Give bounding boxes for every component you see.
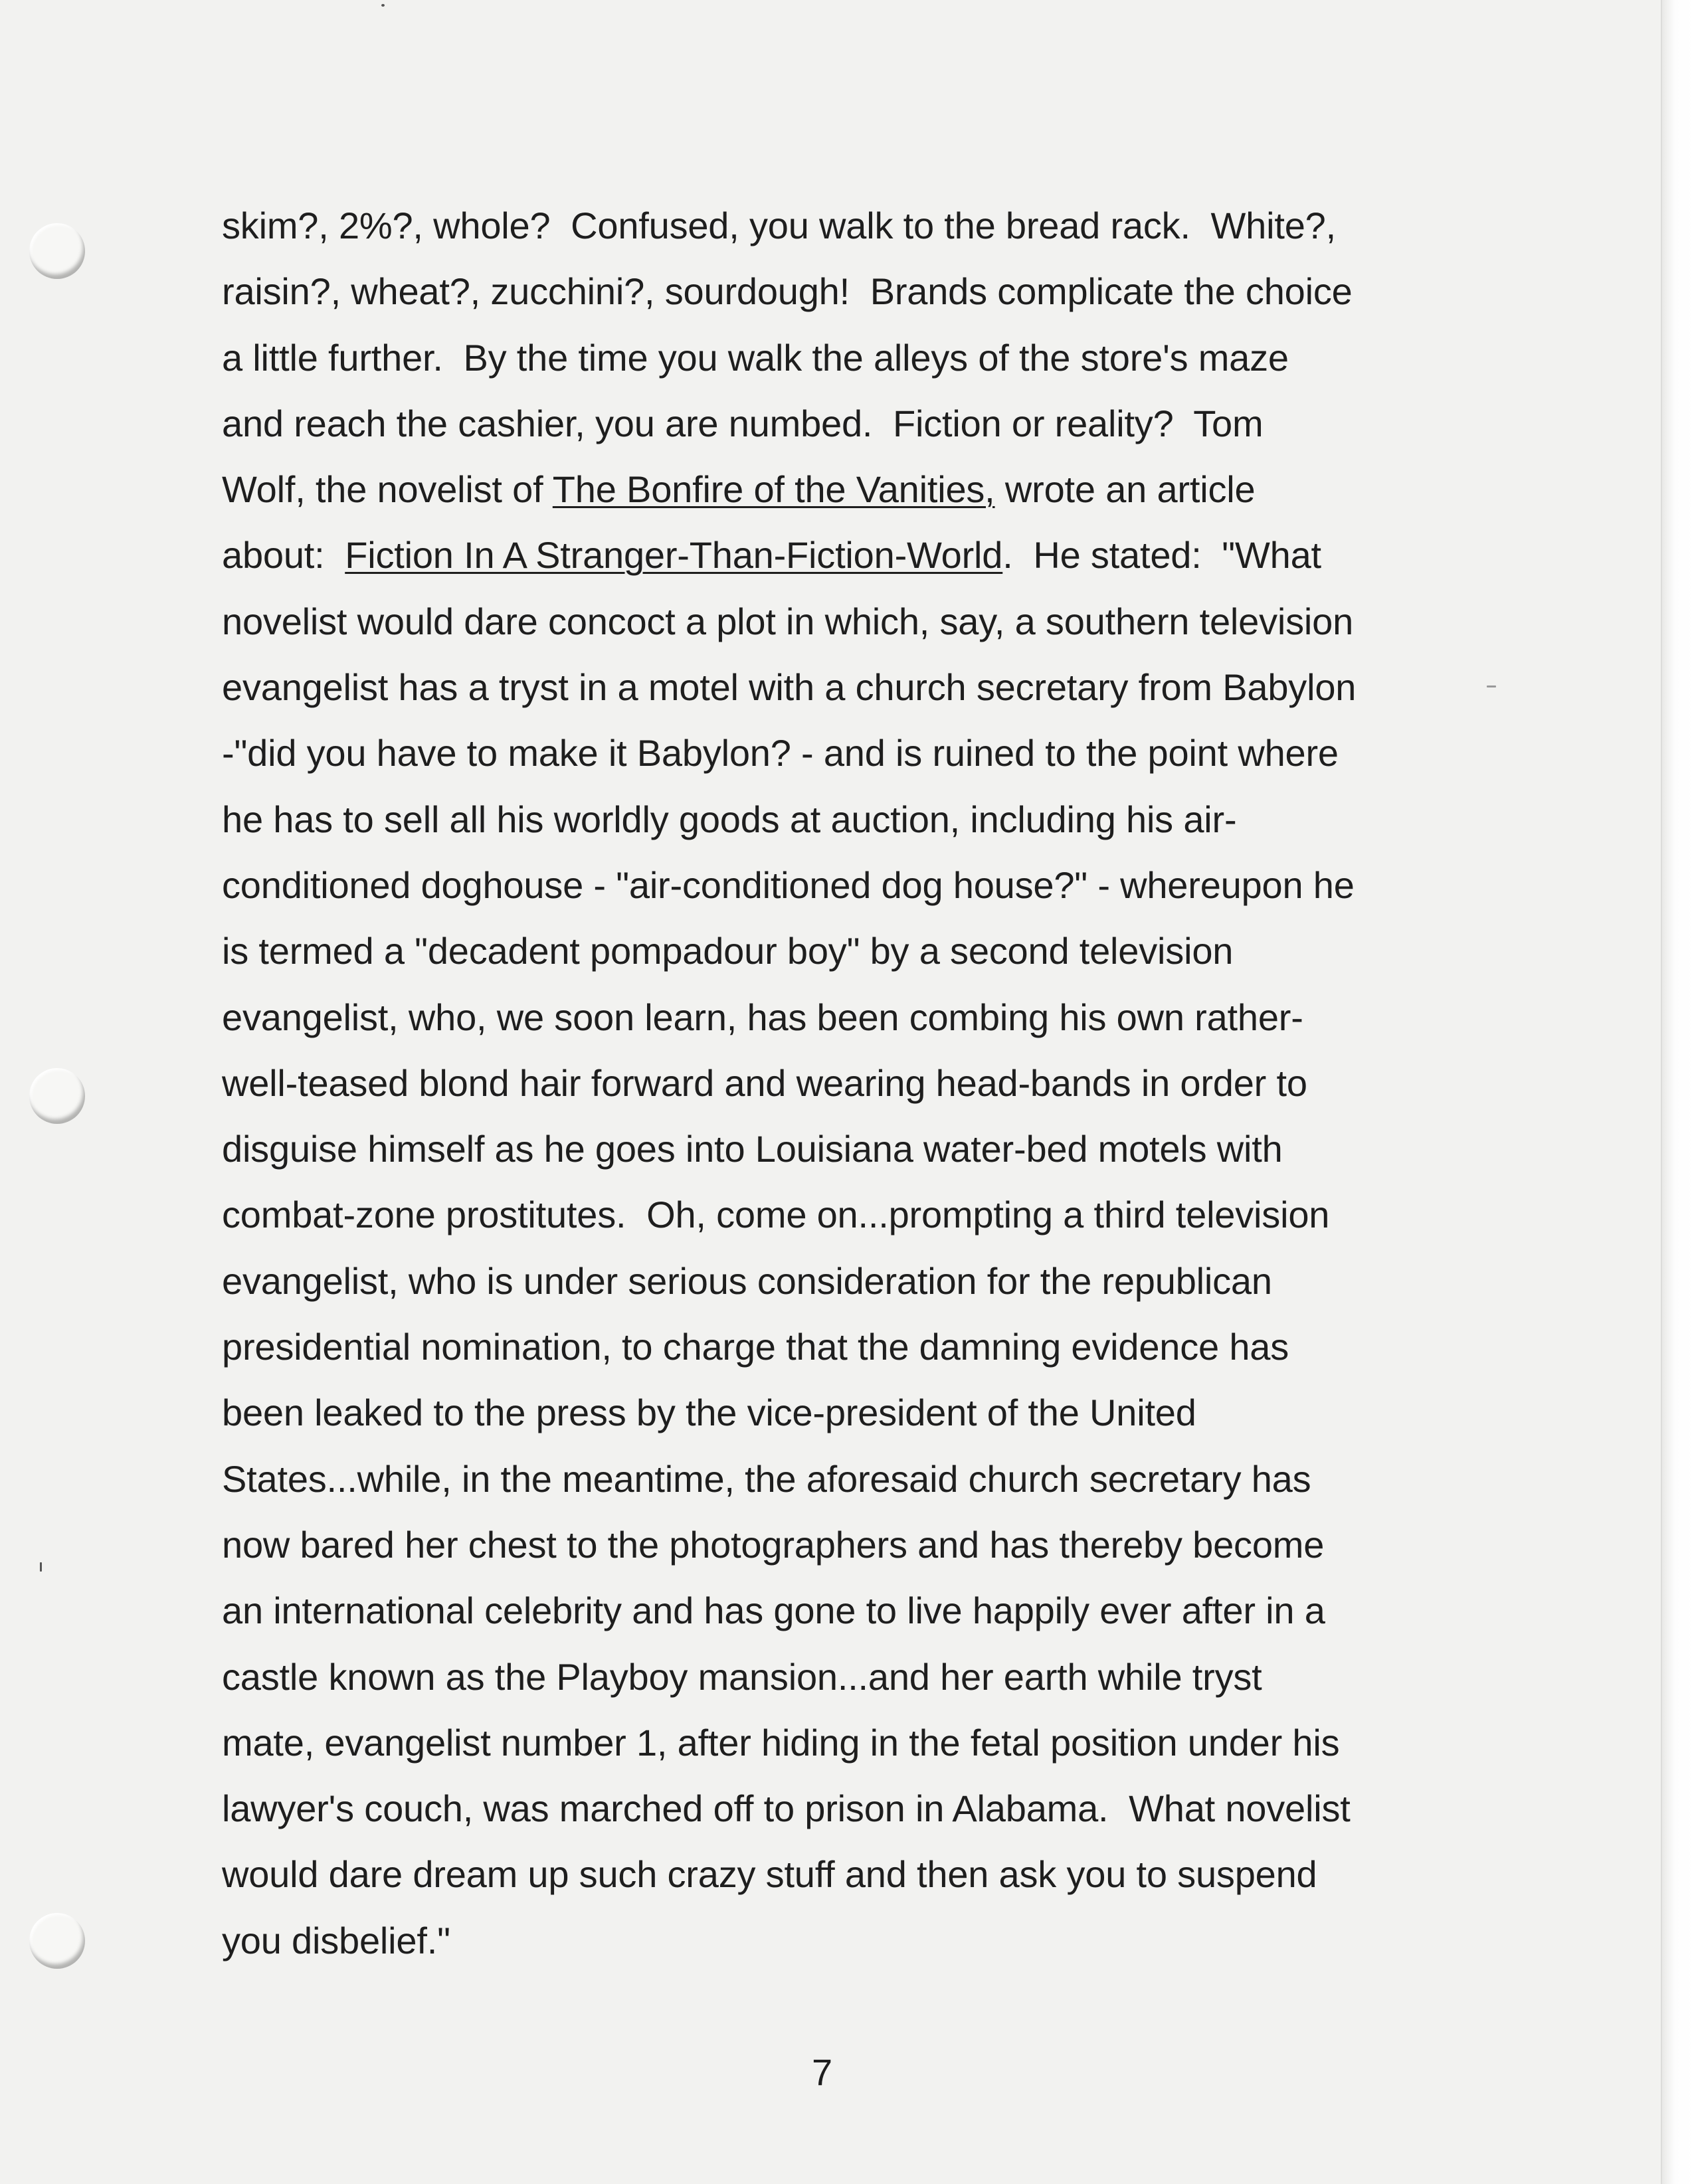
scan-speck	[40, 1562, 42, 1572]
binder-hole	[29, 1068, 85, 1124]
text-line: States...while, in the meantime, the aforesaid church secretary has	[222, 1457, 1311, 1500]
text-line: combat-zone prostitutes. Oh, come on...prompting a third television	[222, 1194, 1330, 1236]
text-line: evangelist has a tryst in a motel with a church secretary from Babylon	[222, 666, 1357, 709]
text-line: now bared her chest to the photographers and has thereby become	[222, 1523, 1325, 1566]
article-title: Fiction In A Stranger-Than-Fiction-World	[345, 534, 1003, 577]
text-line: a little further. By the time you walk the alleys of the store's maze	[222, 336, 1289, 379]
text-line: is termed a "decadent pompadour boy" by a second television	[222, 930, 1234, 972]
page-edge	[1661, 0, 1694, 2184]
page-number: 7	[812, 2051, 833, 2093]
text-line: about: Fiction In A Stranger-Than-Fiction-World. He stated: "What	[222, 534, 1321, 577]
text-line: evangelist, who, we soon learn, has been combing his own rather-	[222, 996, 1303, 1038]
text-line: mate, evangelist number 1, after hiding in the fetal position under his	[222, 1721, 1340, 1764]
text-line: -"did you have to make it Babylon? - and is ruined to the point where	[222, 732, 1339, 774]
text-line: Wolf, the novelist of The Bonfire of the Vanities, wrote an article	[222, 468, 1256, 511]
text-line: lawyer's couch, was marched off to prison in Alabama. What novelist	[222, 1787, 1351, 1830]
body-text	[222, 193, 1484, 1973]
text-line: an international celebrity and has gone to live happily ever after in a	[222, 1590, 1325, 1632]
binder-hole	[29, 1913, 85, 1969]
book-title: The Bonfire of the Vanities,	[552, 468, 995, 511]
text-line: raisin?, wheat?, zucchini?, sourdough! Brands complicate the choice	[222, 270, 1353, 313]
text-line: he has to sell all his worldly goods at auction, including his air-	[222, 798, 1237, 840]
text-line: disguise himself as he goes into Louisiana water-bed motels with	[222, 1128, 1283, 1170]
text-line: been leaked to the press by the vice-president of the United	[222, 1392, 1196, 1434]
scan-speck	[381, 4, 385, 7]
text-line: you disbelief."	[222, 1919, 450, 1961]
text-line: presidential nomination, to charge that the damning evidence has	[222, 1326, 1289, 1368]
text-line: skim?, 2%?, whole? Confused, you walk to the bread rack. White?,	[222, 205, 1336, 246]
scan-speck	[1487, 685, 1496, 687]
text-line: castle known as the Playboy mansion...and her earth while tryst	[222, 1655, 1262, 1698]
text-line: would dare dream up such crazy stuff and then ask you to suspend	[222, 1853, 1317, 1896]
binder-hole	[29, 223, 85, 279]
text-line: conditioned doghouse - "air-conditioned dog house?" - whereupon he	[222, 864, 1355, 906]
text-line: novelist would dare concoct a plot in which, say, a southern television	[222, 600, 1354, 642]
text-line: well-teased blond hair forward and wearing head-bands in order to	[222, 1061, 1307, 1104]
text-line: and reach the cashier, you are numbed. Fiction or reality? Tom	[222, 402, 1264, 444]
text-line: evangelist, who is under serious consideration for the republican	[222, 1259, 1272, 1302]
